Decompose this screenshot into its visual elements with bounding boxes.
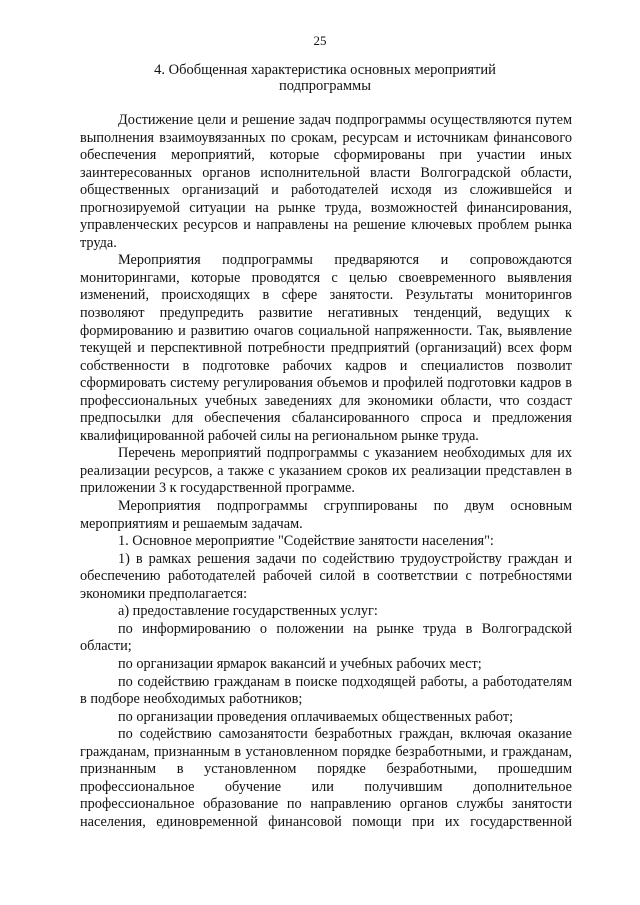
paragraph-job-search: по содействию гражданам в поиске подходящей работы, а работодателям в подборе необходимых работников;	[80, 673, 572, 708]
paragraph-self-employment: по содействию самозанятости безработных граждан, включая оказание гражданам, признанным в установленном порядке безработными, и гражданам, признанным в установленном порядке безработными, прошедшим профессиональное обучение или получившим дополнительное профессиональное образование по направлению органов службы занятости населения, единовременной финансовой помощи при их государственной	[80, 726, 572, 830]
paragraph-goal-achievement: Достижение цели и решение задач подпрограммы осуществляются путем выполнения взаимоувязанных по срокам, ресурсам и источникам финансового обеспечения мероприятий, которые сформированы при участии иных заинтересованных органов исполнительной власти Волгоградской области, общественных организаций и работодателей исходя из сложившейся и прогнозируемой ситуации на рынке труда, возможностей финансирования, управленческих ресурсов и направлены на решение ключевых проблем рынка труда.	[80, 112, 572, 251]
section-heading	[80, 62, 570, 94]
paragraph-item-a: а) предоставление государственных услуг:	[118, 603, 378, 620]
paragraph-monitoring: Мероприятия подпрограммы предваряются и сопровождаются мониторингами, которые проводятся с целью своевременного выявления изменений, происходящих в сфере занятости. Результаты мониторингов позволяют предупредить развитие негативных тенденций, ведущих к формированию и развитию очагов социальной напряженности. Так, выявление текущей и перспективной потребности предприятий (организаций) всех форм собственности в подготовке рабочих кадров и специалистов позволит сформировать систему регулирования объемов и профилей подготовки кадров в профессиональных учебных заведениях для экономики области, что создаст предпосылки для обеспечения сбалансированного спроса и предложения квалифицированной рабочей силы на региональном рынке труда.	[80, 252, 572, 444]
paragraph-public-works: по организации проведения оплачиваемых общественных работ;	[118, 708, 514, 725]
page-number: 25	[313, 33, 327, 48]
body-text	[80, 112, 572, 831]
paragraph-measures-list: Перечень мероприятий подпрограммы с указанием необходимых для их реализации ресурсов, а также с указанием сроков их реализации представлен в приложении 3 к государственной программе.	[80, 445, 572, 497]
section-heading-line-1: 4. Обобщенная характеристика основных мероприятий	[154, 62, 496, 78]
paragraph-grouping: Мероприятия подпрограммы сгруппированы по двум основным мероприятиям и решаемым задачам.	[80, 498, 572, 532]
section-heading-line-2: подпрограммы	[279, 78, 371, 94]
paragraph-job-fairs: по организации ярмарок вакансий и учебных рабочих мест;	[118, 655, 482, 672]
paragraph-task-1: 1) в рамках решения задачи по содействию трудоустройству граждан и обеспечению работодателей рабочей силой в соответствии с потребностями экономики предполагается:	[80, 550, 572, 602]
paragraph-main-measure-1: 1. Основное мероприятие "Содействие занятости населения":	[118, 533, 494, 550]
paragraph-informing: по информированию о положении на рынке труда в Волгоградской области;	[80, 620, 572, 655]
